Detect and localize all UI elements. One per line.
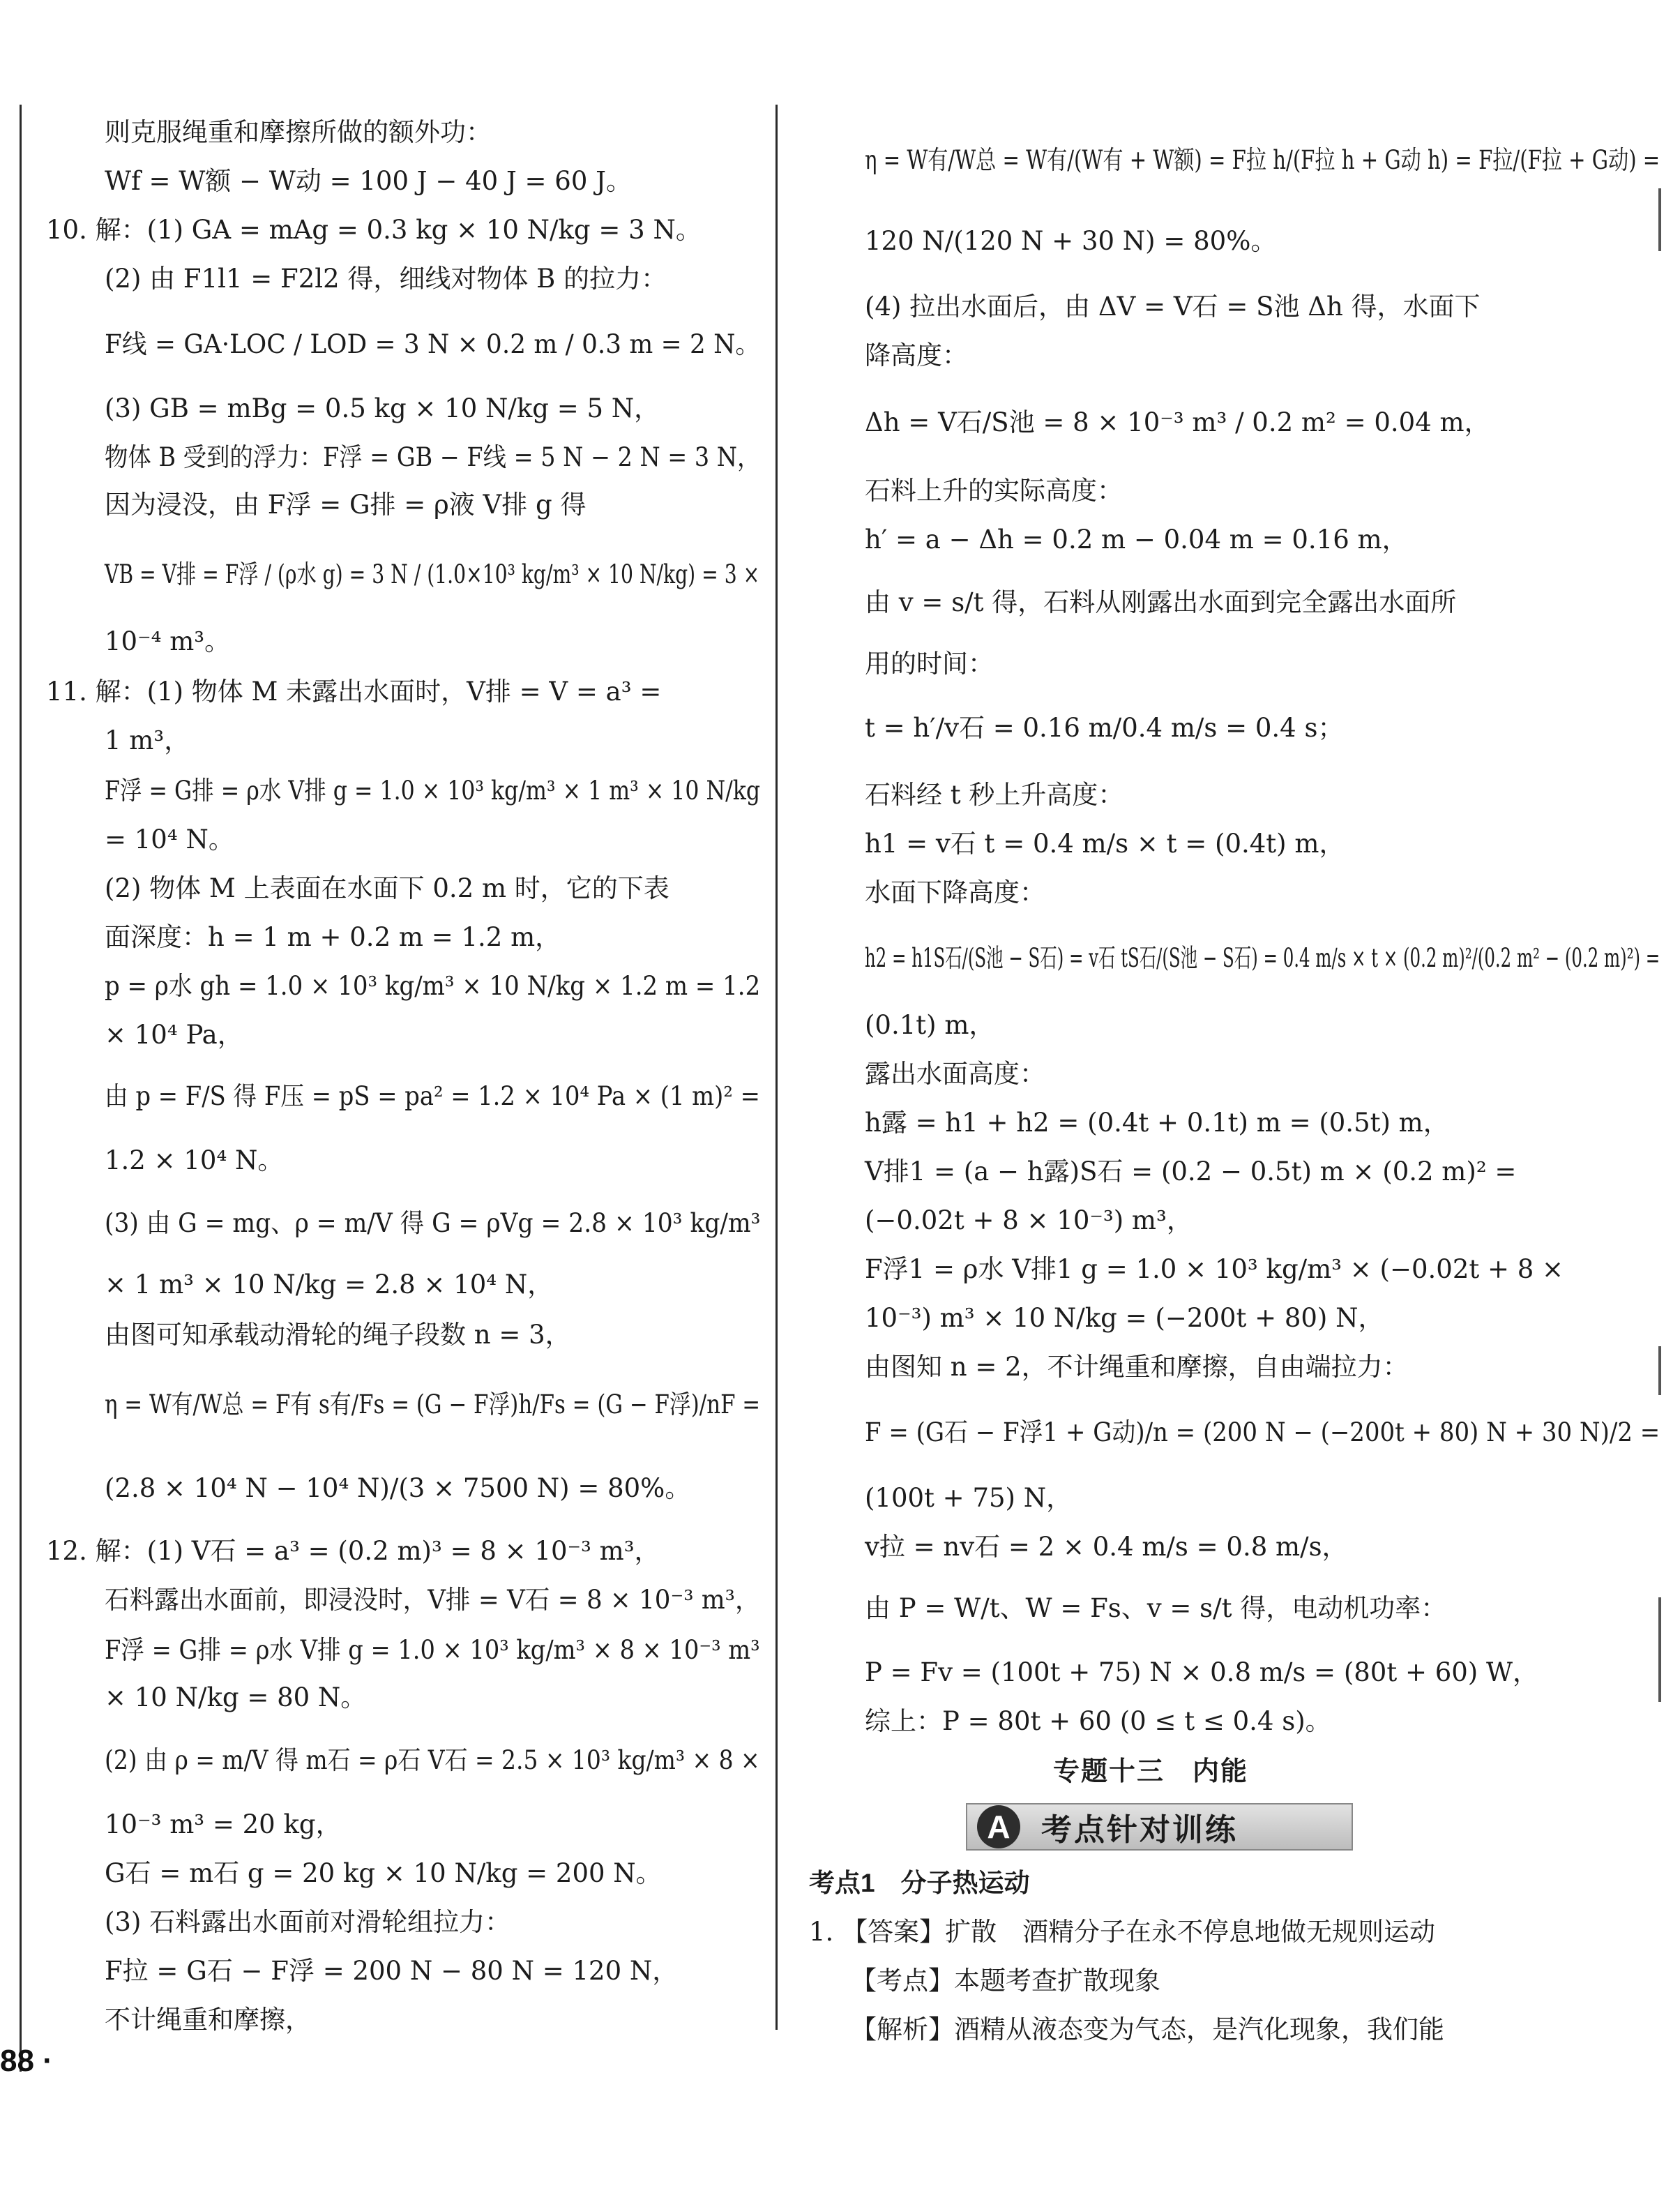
formula-line: VB = V排 = F浮 / (ρ水 g) = 3 N / (1.0×10³ kg/m³ × 10 N/kg) = 3 × bbox=[105, 559, 760, 589]
page-number: 88 · bbox=[0, 2044, 53, 2078]
text-line: V排1 = (a − h露)S石 = (0.2 − 0.5t) m × (0.2 m)² = bbox=[865, 1156, 1517, 1186]
text-line: h1 = v石 t = 0.4 m/s × t = (0.4t) m， bbox=[865, 829, 1345, 859]
text-line: 用的时间： bbox=[865, 649, 994, 679]
text-line: 露出水面高度： bbox=[865, 1059, 1045, 1089]
text-line: F浮 = G排 = ρ水 V排 g = 1.0 × 10³ kg/m³ × 1 m³ × 10 N/kg bbox=[105, 776, 761, 806]
text-line: × 10⁴ Pa， bbox=[105, 1020, 243, 1050]
formula-line: (3) 由 G = mg、ρ = m/V 得 G = ρVg = 2.8 × 10³ kg/m³ bbox=[105, 1208, 761, 1238]
text-line: h′ = a − Δh = 0.2 m − 0.04 m = 0.16 m， bbox=[865, 525, 1408, 555]
formula-line: 由 P = W/t、W = Fs、v = s/t 得，电动机功率： bbox=[865, 1593, 1447, 1623]
text-line: Wf = W额 − W动 = 100 J − 40 J = 60 J。 bbox=[105, 166, 632, 196]
text-line: 石料上升的实际高度： bbox=[865, 476, 1123, 506]
text-line: 1.2 × 10⁴ N。 bbox=[105, 1145, 284, 1175]
text-line: 10⁻³) m³ × 10 N/kg = (−200t + 80) N， bbox=[865, 1303, 1384, 1333]
scan-mark bbox=[1658, 1597, 1661, 1702]
banner-title: 考点针对训练 bbox=[1041, 1813, 1238, 1847]
text-line: 石料经 t 秒上升高度： bbox=[865, 780, 1124, 810]
formula-line: t = h′/v石 = 0.16 m/0.4 m/s = 0.4 s； bbox=[865, 713, 1344, 743]
text-line: 综上：P = 80t + 60 (0 ≤ t ≤ 0.4 s)。 bbox=[865, 1706, 1331, 1736]
text-line: 不计绳重和摩擦， bbox=[105, 2005, 311, 2035]
text-line: 石料露出水面前，即浸没时，V排 = V石 = 8 × 10⁻³ m³， bbox=[105, 1585, 760, 1615]
text-line: F浮1 = ρ水 V排1 g = 1.0 × 10³ kg/m³ × (−0.02t + 8 × bbox=[865, 1254, 1564, 1284]
text-line: 因为浸没，由 F浮 = G排 = ρ液 V排 g 得 bbox=[105, 490, 587, 520]
problem-12: 12. 解：(1) V石 = a³ = (0.2 m)³ = 8 × 10⁻³ m³， bbox=[46, 1536, 660, 1566]
problem-11: 11. 解：(1) 物体 M 未露出水面时，V排 = V = a³ = bbox=[46, 677, 662, 707]
knowledge-point-line: 【考点】本题考查扩散现象 bbox=[851, 1966, 1160, 1996]
text-line: = 10⁴ N。 bbox=[105, 824, 234, 854]
text-line: p = ρ水 gh = 1.0 × 10³ kg/m³ × 10 N/kg × 1.2 m = 1.2 bbox=[105, 971, 761, 1001]
formula-line: (2) 由 ρ = m/V 得 m石 = ρ石 V石 = 2.5 × 10³ kg/m³ × 8 × bbox=[105, 1745, 760, 1775]
formula-line: (2.8 × 10⁴ N − 10⁴ N)/(3 × 7500 N) = 80%。 bbox=[105, 1473, 691, 1503]
answer-line: 1. 【答案】扩散 酒精分子在永不停息地做无规则运动 bbox=[809, 1917, 1436, 1947]
text-line: 10⁻³ m³ = 20 kg， bbox=[105, 1809, 342, 1839]
problem-10: 10. 解：(1) GA = mAg = 0.3 kg × 10 N/kg = 3 N。 bbox=[46, 215, 702, 245]
text-line: 由 v = s/t 得，石料从刚露出水面到完全露出水面所 bbox=[865, 587, 1457, 617]
scan-mark bbox=[1658, 1346, 1661, 1395]
formula-line: η = W有/W总 = W有/(W有 + W额) = F拉 h/(F拉 h + G动 h) = F拉/(F拉 + G动) = bbox=[865, 145, 1660, 175]
text-line: × 10 N/kg = 80 N。 bbox=[105, 1682, 367, 1712]
text-line: 由图知 n = 2，不计绳重和摩擦，自由端拉力： bbox=[865, 1352, 1409, 1382]
scan-mark bbox=[1658, 188, 1661, 251]
text-line: F拉 = G石 − F浮 = 200 N − 80 N = 120 N， bbox=[105, 1956, 679, 1986]
text-line: (−0.02t + 8 × 10⁻³) m³， bbox=[865, 1205, 1193, 1235]
formula-line: h2 = h1S石/(S池 − S石) = v石 tS石/(S池 − S石) = 0.4 m/s × t × (0.2 m)²/(0.2 m² − (0.2 m)²) = bbox=[865, 943, 1660, 973]
text-line: 则克服绳重和摩擦所做的额外功： bbox=[105, 117, 492, 147]
formula-line: 120 N/(120 N + 30 N) = 80%。 bbox=[865, 226, 1277, 256]
text-line: (4) 拉出水面后，由 ΔV = V石 = S池 Δh 得，水面下 bbox=[865, 292, 1481, 322]
text-line: 10⁻⁴ m³。 bbox=[105, 626, 231, 656]
text-line: 降高度： bbox=[865, 340, 968, 370]
text-line: F浮 = G排 = ρ水 V排 g = 1.0 × 10³ kg/m³ × 8 × 10⁻³ m³ bbox=[105, 1635, 760, 1665]
text-line: 1 m³， bbox=[105, 725, 190, 755]
topic-heading: 考点1 分子热运动 bbox=[809, 1869, 1030, 1897]
formula-line: 由 p = F/S 得 F压 = pS = pa² = 1.2 × 10⁴ Pa × (1 m)² = bbox=[105, 1081, 760, 1111]
text-line: P = Fv = (100t + 75) N × 0.8 m/s = (80t + 60) W， bbox=[865, 1657, 1539, 1687]
text-line: h露 = h1 + h2 = (0.4t + 0.1t) m = (0.5t) m， bbox=[865, 1108, 1449, 1138]
formula-line: F = (G石 − F浮1 + G动)/n = (200 N − (−200t + 80) N + 30 N)/2 = bbox=[865, 1417, 1660, 1447]
text-line: G石 = m石 g = 20 kg × 10 N/kg = 200 N。 bbox=[105, 1858, 662, 1888]
formula-line: F线 = GA·LOC / LOD = 3 N × 0.2 m / 0.3 m = 2 N。 bbox=[105, 329, 761, 359]
formula-line: η = W有/W总 = F有 s有/Fs = (G − F浮)h/Fs = (G − F浮)/nF = bbox=[105, 1389, 761, 1419]
text-line: (0.1t) m， bbox=[865, 1010, 995, 1040]
text-line: 由图可知承载动滑轮的绳子段数 n = 3， bbox=[105, 1320, 571, 1350]
column-divider bbox=[775, 105, 778, 2030]
analysis-line: 【解析】酒精从液态变为气态，是汽化现象，我们能 bbox=[851, 2014, 1444, 2044]
formula-line: Δh = V石/S池 = 8 × 10⁻³ m³ / 0.2 m² = 0.04 m， bbox=[865, 407, 1490, 437]
text-line: (2) 由 F1l1 = F2l2 得，细线对物体 B 的拉力： bbox=[105, 264, 667, 294]
text-line: 面深度：h = 1 m + 0.2 m = 1.2 m， bbox=[105, 922, 561, 952]
left-page-edge-rule bbox=[20, 105, 22, 2072]
text-line: 水面下降高度： bbox=[865, 877, 1045, 907]
banner-badge-icon: A bbox=[977, 1805, 1020, 1848]
text-line: (2) 物体 M 上表面在水面下 0.2 m 时，它的下表 bbox=[105, 873, 669, 903]
text-line: (3) 石料露出水面前对滑轮组拉力： bbox=[105, 1907, 511, 1937]
text-line: v拉 = nv石 = 2 × 0.4 m/s = 0.8 m/s， bbox=[865, 1532, 1348, 1562]
text-line: 物体 B 受到的浮力：F浮 = GB − F线 = 5 N − 2 N = 3 N， bbox=[105, 442, 761, 472]
text-line: × 1 m³ × 10 N/kg = 2.8 × 10⁴ N， bbox=[105, 1269, 554, 1299]
text-line: (3) GB = mBg = 0.5 kg × 10 N/kg = 5 N， bbox=[105, 393, 660, 423]
section-title: 专题十三 内能 bbox=[1053, 1757, 1249, 1786]
text-line: (100t + 75) N， bbox=[865, 1483, 1073, 1513]
training-banner bbox=[966, 1803, 1353, 1851]
